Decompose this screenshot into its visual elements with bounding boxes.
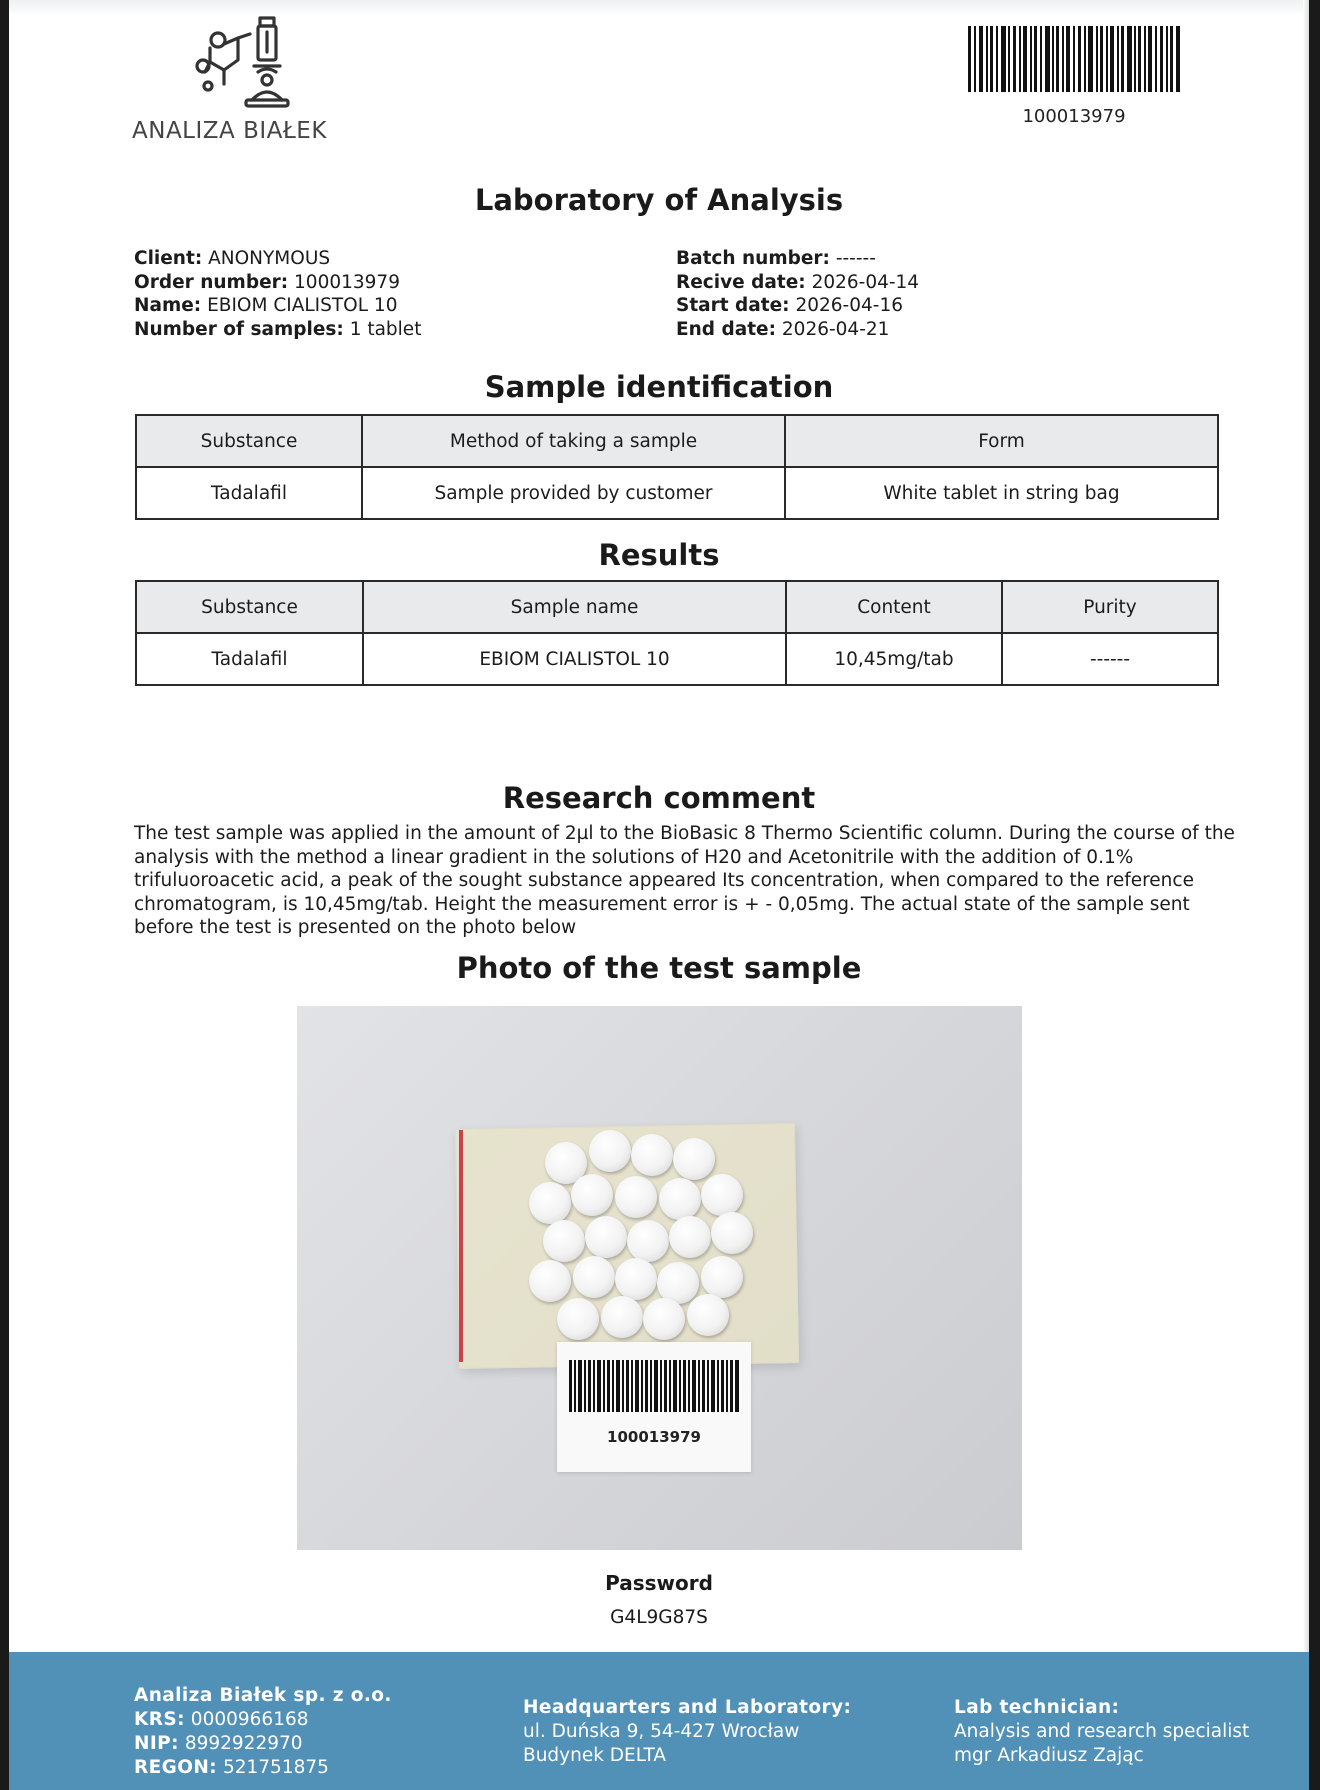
start-date-row: Start date: 2026-04-16 [676,295,903,316]
tablet [585,1216,627,1258]
tablet [589,1130,631,1172]
batch-row: Batch number: ------ [676,248,876,269]
technician-name: mgr Arkadiusz Zając [954,1745,1144,1766]
research-comment-text: The test sample was applied in the amount of 2µl to the BioBasic 8 Thermo Scientific column. During the course of the analysis with the method a linear gradient in the solutions of H20 and Acetonitrile with the addition of 0.1% trifuluoroacetic acid, a peak of the sought substance appeared Its concentration, when compared to the reference chromatogram, is 10,45mg/tab. Height the measurement error is + - 0,05mg. The actual state of the sample sent before the test is presented on the photo below [134,823,1235,939]
tablet [529,1260,571,1302]
table-cell: EBIOM CIALISTOL 10 [363,633,786,685]
tablet [615,1176,657,1218]
logo-wordmark: ANALIZA BIAŁEK [132,118,327,144]
header-cell: Content [786,581,1002,633]
sample-photo [297,1006,1022,1550]
samples-row: Number of samples: 1 tablet [134,318,422,340]
order-info-right [676,247,919,341]
client-row: Client: ANONYMOUS [134,248,331,269]
microscope-molecule-icon [194,14,304,112]
bag-zip-seal [459,1130,463,1362]
results-title: Results [598,538,720,572]
tablet [601,1296,643,1338]
hq-building: Budynek DELTA [523,1745,667,1766]
page-right-edge [1303,0,1309,1652]
table-cell: Tadalafil [136,467,362,519]
tablet [615,1258,657,1300]
header-cell: Substance [136,581,363,633]
tablet [659,1178,701,1220]
company-name: Analiza Białek sp. z o.o. [134,1685,392,1706]
sample-identification-table [135,414,1219,520]
tablet [543,1220,585,1262]
password-label: Password [605,1571,713,1595]
tablet [529,1182,571,1224]
tablet [701,1174,743,1216]
hq-title: Headquarters and Laboratory: [523,1697,852,1718]
order-info-left [134,247,421,341]
table-row [136,467,1218,519]
tablet [557,1298,599,1340]
barcode-image [968,26,1180,92]
results-table [135,580,1219,686]
tablet [711,1212,753,1254]
tablet [673,1138,715,1180]
sample-identification-title: Sample identification [484,370,834,404]
tablet [669,1216,711,1258]
name-row: Name: EBIOM CIALISTOL 10 [134,295,398,316]
footer-company [134,1684,392,1780]
document-title: Laboratory of Analysis [474,183,844,217]
footer-headquarters [523,1696,851,1768]
table-header-row [136,581,1218,633]
footer-technician [954,1696,1249,1768]
tablet [573,1256,615,1298]
tablet [627,1220,669,1262]
tablet [701,1256,743,1298]
hq-address: ul. Duńska 9, 54-427 Wrocław [523,1721,800,1742]
tablet [571,1174,613,1216]
research-comment-title: Research comment [502,781,816,815]
krs-row: KRS: 0000966168 [134,1709,309,1730]
receive-date-row: Recive date: 2026-04-14 [676,271,920,293]
header-cell: Sample name [363,581,786,633]
end-date-row: End date: 2026-04-21 [676,318,890,340]
order-number-row: Order number: 100013979 [134,271,400,293]
label-number: 100013979 [607,1428,701,1446]
barcode-number: 100013979 [1022,106,1126,127]
nip-row: NIP: 8992922970 [134,1733,303,1754]
table-cell: 10,45mg/tab [786,633,1002,685]
password-value: G4L9G87S [610,1607,708,1628]
table-cell: Sample provided by customer [362,467,785,519]
tablet [631,1134,673,1176]
header-cell: Form [785,415,1218,467]
technician-title: Lab technician: [954,1697,1120,1718]
tablet [687,1294,729,1336]
photo-title: Photo of the test sample [456,951,862,985]
regon-row: REGON: 521751875 [134,1757,329,1778]
technician-role: Analysis and research specialist [954,1721,1250,1742]
footer [9,1652,1309,1790]
tablet [643,1298,685,1340]
table-cell: White tablet in string bag [785,467,1218,519]
sample-label [557,1342,751,1472]
company-logo [132,14,362,144]
table-cell: ------ [1002,633,1218,685]
table-header-row [136,415,1218,467]
header-cell: Purity [1002,581,1218,633]
table-cell: Tadalafil [136,633,363,685]
header-cell: Substance [136,415,362,467]
table-row [136,633,1218,685]
report-page [9,0,1309,1790]
label-barcode-image [569,1360,739,1412]
header-cell: Method of taking a sample [362,415,785,467]
